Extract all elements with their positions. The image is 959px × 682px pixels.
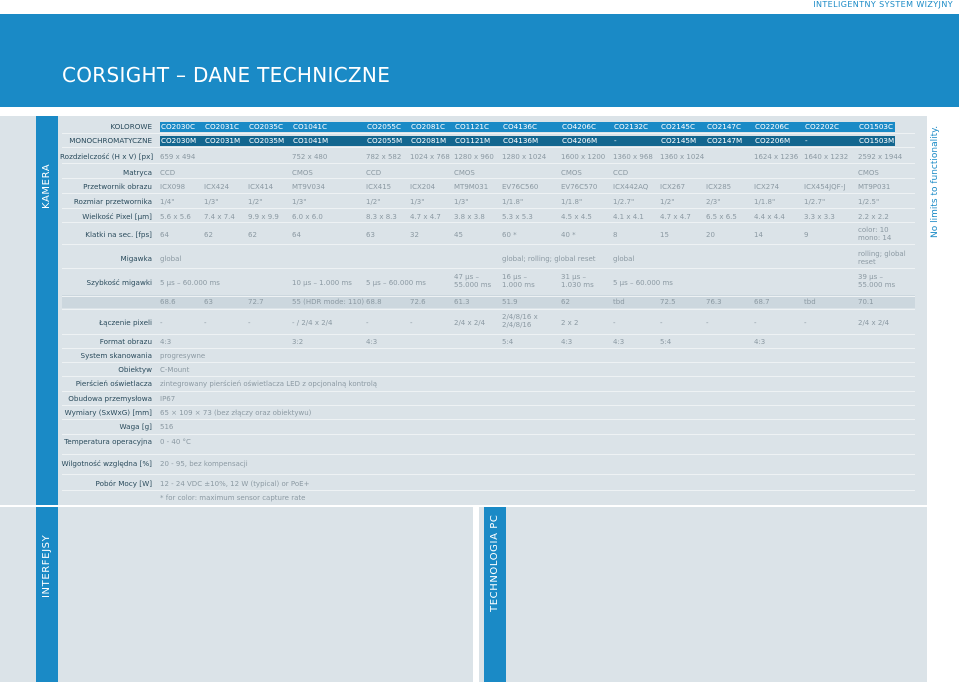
color-model: CO2145C <box>661 122 695 131</box>
spec-sensor-cell: CCD <box>366 169 382 177</box>
common-label: Pobór Mocy [W] <box>95 479 152 488</box>
row-label-fps: Klatki na sec. [fps] <box>85 230 152 239</box>
row-label-size: Rozmiar przetwornika <box>73 197 152 206</box>
spec-converter-cell: ICX098 <box>160 183 186 191</box>
color-model: CO4206C <box>562 122 596 131</box>
mono-model: CO2055M <box>367 136 403 145</box>
spec-binning-cell: - <box>706 319 709 327</box>
brand-header: INTELIGENTNY SYSTEM WIZYJNY <box>813 0 953 9</box>
common-value: 516 <box>160 423 174 431</box>
spec-dynamic-cell: 63 <box>204 298 213 306</box>
spec-resolution-cell: 1360 x 1024 <box>660 153 705 161</box>
spec-binning-cell: - / 2/4 x 2/4 <box>292 319 333 327</box>
common-label: Obiektyw <box>118 365 152 374</box>
row-label-sensor: Matryca <box>123 168 152 177</box>
speed-cell: 5 µs – 60.000 ms <box>366 279 426 287</box>
spec-resolution-cell: 1280 x 960 <box>454 153 494 161</box>
row-divider <box>62 163 915 164</box>
common-value: 4:3 <box>160 338 172 346</box>
interfaces-panel <box>0 507 473 682</box>
spec-converter-cell: ICX454JQF-J <box>804 183 846 191</box>
common-label: Obudowa przemysłowa <box>68 394 152 403</box>
mono-model: CO1121M <box>455 136 491 145</box>
row-divider <box>62 133 915 134</box>
common-value: 0 - 40 °C <box>160 438 191 446</box>
format-extra: 3:2 <box>292 338 304 346</box>
mono-model: CO1041M <box>293 136 329 145</box>
spec-pixel-cell: 5.3 x 5.3 <box>502 213 533 221</box>
spec-binning-cell: - <box>754 319 757 327</box>
row-label-color: KOLOROWE <box>110 122 152 131</box>
mono-model: - <box>805 136 808 145</box>
section-label-pc: TECHNOLOGIA PC <box>489 514 500 612</box>
spec-fps-cell: 14 <box>754 231 763 239</box>
speed-cell: 31 µs – 1.030 ms <box>561 273 594 290</box>
spec-converter-cell: ICX415 <box>366 183 392 191</box>
spec-binning-cell: - <box>366 319 369 327</box>
row-divider <box>62 454 915 455</box>
spec-dynamic-cell: 68.6 <box>160 298 176 306</box>
spec-dynamic-cell: 68.7 <box>754 298 770 306</box>
spec-converter-cell: ICX274 <box>754 183 780 191</box>
spec-resolution-cell: 1600 x 1200 <box>561 153 606 161</box>
spec-resolution-cell: 1624 x 1236 <box>754 153 799 161</box>
spec-pixel-cell: 3.8 x 3.8 <box>454 213 485 221</box>
mono-model: CO2031M <box>205 136 241 145</box>
format-extra: 5:4 <box>660 338 672 346</box>
spec-converter-cell: ICX204 <box>410 183 436 191</box>
spec-resolution-cell: 1360 x 968 <box>613 153 653 161</box>
mono-model: CO2206M <box>755 136 791 145</box>
spec-size-cell: 1/4" <box>160 198 175 206</box>
spec-binning-cell: - <box>160 319 163 327</box>
common-label: Pierścień oświetlacza <box>75 379 152 388</box>
shutter-d: rolling; global reset <box>858 250 906 267</box>
row-divider <box>62 309 915 310</box>
spec-size-cell: 2/3" <box>706 198 721 206</box>
row-divider <box>62 244 915 245</box>
speed-cell: 5 µs – 60.000 ms <box>160 279 220 287</box>
spec-pixel-cell: 2.2 x 2.2 <box>858 213 889 221</box>
spec-fps-cell: 60 * <box>502 231 517 239</box>
spec-pixel-cell: 4.4 x 4.4 <box>754 213 785 221</box>
spec-sensor-cell: CCD <box>160 169 176 177</box>
spec-sensor-cell: CCD <box>613 169 629 177</box>
spec-converter-cell: ICX267 <box>660 183 686 191</box>
spec-converter-cell: ICX285 <box>706 183 732 191</box>
speed-cell: 10 µs – 1.000 ms <box>292 279 352 287</box>
common-value: zintegrowany pierścień oświetlacza LED z opcjonalną kontrolą <box>160 380 378 388</box>
spec-converter-cell: EV76C560 <box>502 183 539 191</box>
spec-binning-cell: 2 x 2 <box>561 319 579 327</box>
common-value: progresywne <box>160 352 206 360</box>
common-label: Waga [g] <box>119 422 152 431</box>
footnote: * for color: maximum sensor capture rate <box>160 494 306 502</box>
row-label-converter: Przetwornik obrazu <box>83 182 152 191</box>
spec-binning-cell: 2/4 x 2/4 <box>454 319 486 327</box>
row-label-speed: Szybkość migawki <box>86 278 152 287</box>
spec-fps-cell: 9 <box>804 231 809 239</box>
spec-fps-cell: 15 <box>660 231 669 239</box>
spec-fps-cell: 40 * <box>561 231 576 239</box>
spec-size-cell: 1/3" <box>454 198 469 206</box>
spec-pixel-cell: 5.6 x 5.6 <box>160 213 191 221</box>
spec-sensor-cell: CMOS <box>561 169 582 177</box>
common-value: 65 × 109 × 73 (bez złączy oraz obiektywu) <box>160 409 312 417</box>
speed-cell: 16 µs – 1.000 ms <box>502 273 535 290</box>
speed-cell: 39 µs – 55.000 ms <box>858 273 896 290</box>
spec-dynamic-cell: 61.3 <box>454 298 470 306</box>
spec-pixel-cell: 4.1 x 4.1 <box>613 213 644 221</box>
mono-model: CO2081M <box>411 136 447 145</box>
spec-dynamic-cell: 51.9 <box>502 298 518 306</box>
common-value: IP67 <box>160 395 176 403</box>
spec-resolution-cell: 782 x 582 <box>366 153 402 161</box>
spec-dynamic-cell: 76.3 <box>706 298 722 306</box>
format-extra: 4:3 <box>613 338 625 346</box>
spec-dynamic-cell: 72.7 <box>248 298 264 306</box>
pc-panel <box>479 507 927 682</box>
spec-pixel-cell: 8.3 x 8.3 <box>366 213 397 221</box>
color-model: CO2035C <box>249 122 283 131</box>
spec-dynamic-cell: 70.1 <box>858 298 874 306</box>
spec-fps-cell: 62 <box>204 231 213 239</box>
row-divider <box>62 334 915 335</box>
spec-dynamic-cell: 72.6 <box>410 298 426 306</box>
row-divider <box>62 208 915 209</box>
color-model: CO2030C <box>161 122 195 131</box>
mono-model: CO2147M <box>707 136 743 145</box>
row-label-mono: MONOCHROMATYCZNE <box>69 136 152 145</box>
spec-pixel-cell: 6.5 x 6.5 <box>706 213 737 221</box>
spec-binning-cell: - <box>660 319 663 327</box>
row-divider <box>62 147 915 148</box>
spec-binning-cell: 2/4 x 2/4 <box>858 319 890 327</box>
color-model: CO1121C <box>455 122 489 131</box>
common-value: 12 - 24 VDC ±10%, 12 W (typical) or PoE+ <box>160 480 310 488</box>
page-title: CORSIGHT – DANE TECHNICZNE <box>62 63 391 87</box>
spec-fps-cell: 20 <box>706 231 715 239</box>
spec-pixel-cell: 6.0 x 6.0 <box>292 213 323 221</box>
spec-size-cell: 1/2.5" <box>858 198 880 206</box>
spec-size-cell: 1/3" <box>204 198 219 206</box>
spec-dynamic-cell: tbd <box>613 298 625 306</box>
spec-fps-cell: 32 <box>410 231 419 239</box>
spec-pixel-cell: 4.7 x 4.7 <box>660 213 691 221</box>
spec-resolution-cell: 1640 x 1232 <box>804 153 849 161</box>
spec-size-cell: 1/1.8" <box>502 198 524 206</box>
format-extra: 4:3 <box>561 338 573 346</box>
color-model: CO2202C <box>805 122 839 131</box>
spec-binning-cell: - <box>410 319 413 327</box>
common-label: Temperatura operacyjna <box>64 437 152 446</box>
shutter-c: global <box>613 255 635 263</box>
row-divider <box>62 178 915 179</box>
mono-model: CO2035M <box>249 136 285 145</box>
common-label: System skanowania <box>80 351 152 360</box>
row-divider <box>62 474 915 475</box>
spec-size-cell: 1/2.7" <box>613 198 635 206</box>
spec-fps-cell: 8 <box>613 231 618 239</box>
spec-fps-cell: 64 <box>292 231 301 239</box>
format-extra: 4:3 <box>366 338 378 346</box>
spec-resolution-cell: 752 x 480 <box>292 153 328 161</box>
spec-binning-cell: - <box>248 319 251 327</box>
spec-dynamic-cell: 62 <box>561 298 570 306</box>
color-model: CO2132C <box>614 122 648 131</box>
spec-fps-cell: 45 <box>454 231 463 239</box>
spec-resolution-cell: 1280 x 1024 <box>502 153 547 161</box>
spec-pixel-cell: 3.3 x 3.3 <box>804 213 835 221</box>
spec-size-cell: 1/3" <box>292 198 307 206</box>
color-model: CO1503C <box>859 122 893 131</box>
spec-pixel-cell: 4.5 x 4.5 <box>561 213 592 221</box>
title-band <box>0 14 959 107</box>
spec-fps-cell: 62 <box>248 231 257 239</box>
mono-model: CO4206M <box>562 136 598 145</box>
spec-converter-cell: ICX414 <box>248 183 274 191</box>
spec-converter-cell: MT9P031 <box>858 183 891 191</box>
mono-model: - <box>614 136 617 145</box>
format-extra: 5:4 <box>502 338 514 346</box>
speed-cell: 47 µs – 55.000 ms <box>454 273 492 290</box>
color-model: CO2147C <box>707 122 741 131</box>
spec-size-cell: 1/1.8" <box>754 198 776 206</box>
spec-sensor-cell: CMOS <box>858 169 879 177</box>
row-label-resolution: Rozdzielczość (H x V) [px] <box>60 152 154 161</box>
color-model: CO4136C <box>503 122 537 131</box>
spec-resolution-cell: 2592 x 1944 <box>858 153 903 161</box>
format-extra: 4:3 <box>754 338 766 346</box>
spec-size-cell: 1/2" <box>248 198 263 206</box>
row-divider <box>62 348 915 349</box>
color-model: CO2055C <box>367 122 401 131</box>
color-model: CO1041C <box>293 122 327 131</box>
common-label: Wilgotność względna [%] <box>61 459 152 468</box>
mono-model: CO2145M <box>661 136 697 145</box>
spec-size-cell: 1/3" <box>410 198 425 206</box>
spec-resolution-cell: 659 x 494 <box>160 153 196 161</box>
mono-model: CO4136M <box>503 136 539 145</box>
row-divider <box>62 434 915 435</box>
spec-pixel-cell: 9.9 x 9.9 <box>248 213 279 221</box>
spec-binning-cell: - <box>613 319 616 327</box>
spec-resolution-cell: 1024 x 768 <box>410 153 450 161</box>
speed-cell: 5 µs – 60.000 ms <box>613 279 673 287</box>
row-divider <box>62 193 915 194</box>
spec-dynamic-cell: 55 (HDR mode: 110) <box>292 298 365 306</box>
row-divider <box>62 376 915 377</box>
spec-binning-cell: - <box>204 319 207 327</box>
row-label-pixel: Wielkość Pixel [µm] <box>82 212 152 221</box>
spec-binning-cell: 2/4/8/16 x 2/4/8/16 <box>502 313 538 330</box>
common-label: Format obrazu <box>99 337 152 346</box>
row-divider <box>62 362 915 363</box>
row-label-shutter: Migawka <box>120 254 152 263</box>
section-label-camera: KAMERA <box>41 163 52 209</box>
spec-converter-cell: EV76C570 <box>561 183 598 191</box>
row-divider <box>62 268 915 269</box>
spec-size-cell: 1/2.7" <box>804 198 826 206</box>
row-divider <box>62 419 915 420</box>
spec-binning-cell: - <box>804 319 807 327</box>
spec-pixel-cell: 4.7 x 4.7 <box>410 213 441 221</box>
shutter-b: global; rolling; global reset <box>502 255 596 263</box>
spec-size-cell: 1/1.8" <box>561 198 583 206</box>
side-slogan: No limits to functionality. <box>930 125 940 238</box>
common-value: 20 - 95, bez kompensacji <box>160 460 248 468</box>
section-label-interfaces: INTERFEJSY <box>41 534 52 598</box>
mono-model: CO1503M <box>859 136 895 145</box>
row-divider <box>62 391 915 392</box>
spec-size-cell: 1/2" <box>660 198 675 206</box>
row-divider <box>62 296 915 297</box>
spec-dynamic-cell: 72.5 <box>660 298 676 306</box>
row-divider <box>62 405 915 406</box>
spec-converter-cell: ICX424 <box>204 183 230 191</box>
spec-fps-cell: color: 10 mono: 14 <box>858 226 892 243</box>
spec-fps-cell: 63 <box>366 231 375 239</box>
spec-sensor-cell: CMOS <box>292 169 313 177</box>
shutter-a: global <box>160 255 182 263</box>
spec-size-cell: 1/2" <box>366 198 381 206</box>
spec-dynamic-cell: tbd <box>804 298 816 306</box>
row-divider <box>62 222 915 223</box>
color-model: CO2206C <box>755 122 789 131</box>
common-value: C-Mount <box>160 366 190 374</box>
side-strip <box>917 116 927 505</box>
spec-dynamic-cell: 68.8 <box>366 298 382 306</box>
spec-converter-cell: MT9M031 <box>454 183 489 191</box>
spec-fps-cell: 64 <box>160 231 169 239</box>
common-label: Wymiary (SxWxG) [mm] <box>64 408 152 417</box>
color-model: CO2031C <box>205 122 239 131</box>
spec-pixel-cell: 7.4 x 7.4 <box>204 213 235 221</box>
color-model: CO2081C <box>411 122 445 131</box>
row-divider <box>62 490 915 491</box>
spec-sensor-cell: CMOS <box>454 169 475 177</box>
spec-converter-cell: MT9V034 <box>292 183 325 191</box>
mono-model: CO2030M <box>161 136 197 145</box>
spec-converter-cell: ICX442AQ <box>613 183 649 191</box>
row-label-binning: Łączenie pixeli <box>99 318 152 327</box>
